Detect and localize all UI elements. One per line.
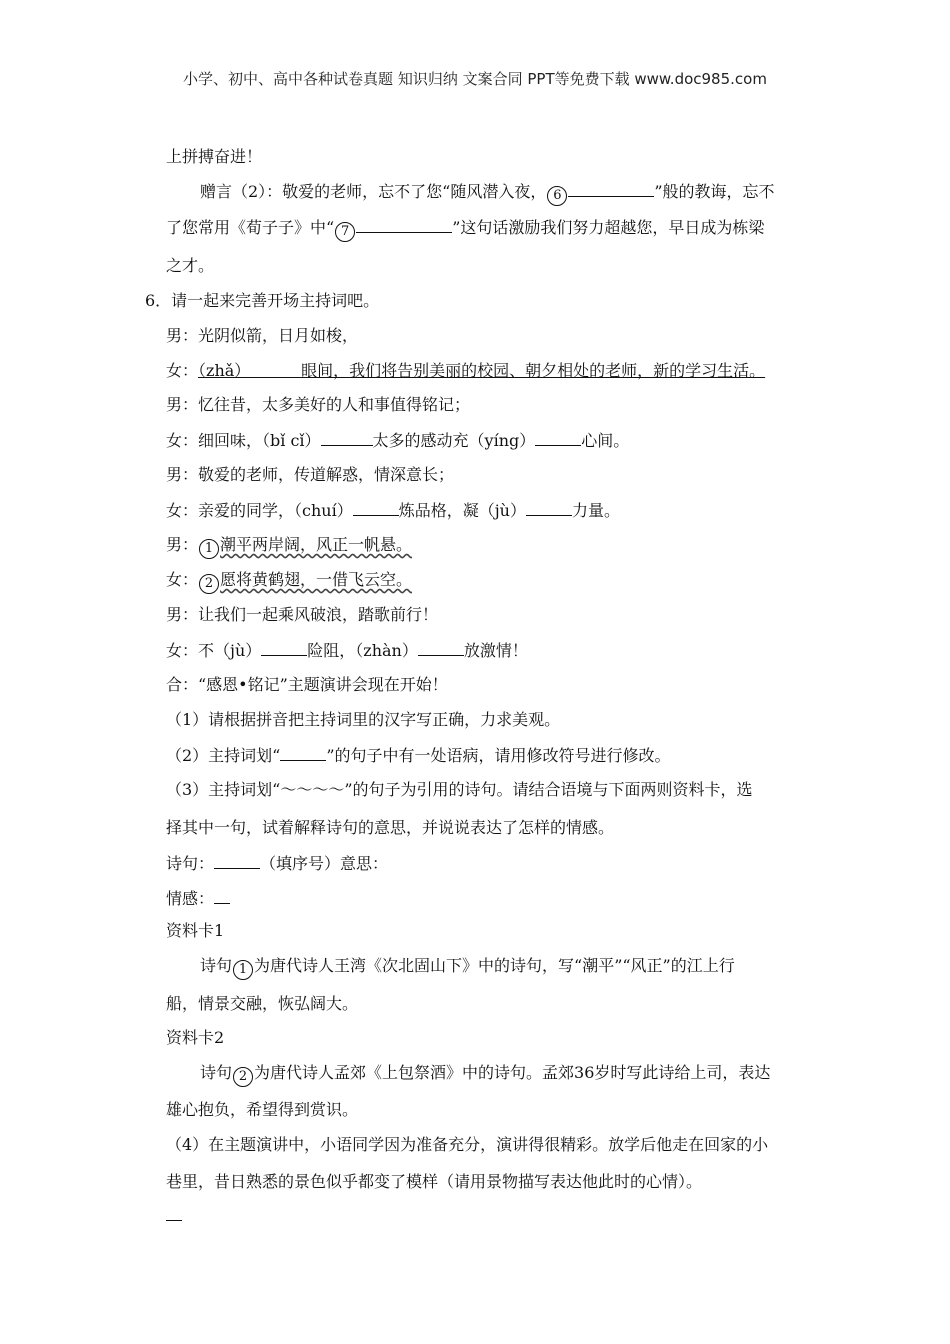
- answer-line: [166, 887, 230, 910]
- text-segment: 诗句：: [166, 854, 215, 873]
- text-segment: 女：细回味，（bǐ cǐ）: [166, 431, 321, 450]
- dialogue-line: 男：忆往昔，太多美好的人和事值得铭记；: [166, 395, 471, 414]
- answer-blank[interactable]: [526, 499, 572, 516]
- answer-blank[interactable]: [214, 887, 230, 904]
- sub-question: 择其中一句，试着解释诗句的意思，并说说表达了怎样的情感。: [166, 818, 615, 837]
- sub-question: （1）请根据拼音把主持词里的汉字写正确，力求美观。: [166, 710, 561, 729]
- text-segment: 女：亲爱的同学，（chuí）: [166, 501, 353, 520]
- dialogue-line: [166, 534, 412, 559]
- answer-blank[interactable]: [214, 852, 260, 869]
- sub-question: （3）主持词划“～～～～”的句子为引用的诗句。请结合语境与下面两则资料卡，选: [166, 780, 753, 799]
- answer-blank[interactable]: [356, 216, 452, 233]
- card-text: 雄心抱负，希望得到赏识。: [166, 1100, 359, 1119]
- text-segment: 了您常用《荀子子》中“: [166, 218, 335, 237]
- card-title: 资料卡2: [166, 1028, 225, 1047]
- dialogue-line: [166, 429, 629, 452]
- text-segment: 为唐代诗人王湾《次北固山下》中的诗句，写“潮平”“风正”的江上行: [254, 956, 735, 975]
- circled-number-6: 6: [547, 186, 567, 206]
- speaker-label: 女：: [166, 570, 199, 589]
- text-line: [200, 180, 775, 206]
- answer-blank[interactable]: [321, 429, 373, 446]
- text-segment: ”般的教诲，忘不: [654, 182, 775, 201]
- dialogue-line: [166, 569, 412, 594]
- text-segment: 诗句: [200, 956, 233, 975]
- text-segment: 赠言（2）：敬爱的老师，忘不了您“随风潜入夜，: [200, 182, 547, 201]
- wavy-underlined-poem: 潮平两岸阔，风正一帆悬。: [220, 535, 413, 554]
- speaker-label: 男：: [166, 535, 199, 554]
- answer-blank[interactable]: [166, 1220, 182, 1221]
- text-line: [166, 216, 764, 242]
- answer-blank[interactable]: [261, 639, 307, 656]
- text-segment: 诗句: [200, 1063, 233, 1082]
- sub-question: （4）在主题演讲中，小语同学因为准备充分，演讲得很精彩。放学后他走在回家的小: [166, 1135, 769, 1154]
- speaker-label: 女：: [166, 361, 199, 380]
- answer-blank[interactable]: [535, 429, 581, 446]
- text-segment: ”这句话激励我们努力超越您，早日成为栋梁: [452, 218, 765, 237]
- dialogue-line: 男：光阴似箭，日月如梭，: [166, 326, 359, 345]
- text-segment: 太多的感动充（yíng）: [372, 431, 536, 450]
- page-header-banner: 小学、初中、高中各种试卷真题 知识归纳 文案合同 PPT等免费下载 www.doc985.com: [183, 70, 767, 88]
- text-segment: 为唐代诗人孟郊《上包祭酒》中的诗句。孟郊36岁时写此诗给上司，表达: [254, 1063, 771, 1082]
- circled-number-1: 1: [233, 960, 253, 980]
- dialogue-line: [166, 360, 765, 382]
- underlined-sentence: （zhǎ） 眼间，我们将告别美丽的校园、朝夕相处的老师，新的学习生活。: [198, 361, 766, 380]
- sub-question: [166, 744, 671, 767]
- dialogue-line: 合：“感恩•铭记”主题演讲会现在开始！: [166, 675, 448, 694]
- card-text: [200, 955, 735, 980]
- answer-blank[interactable]: [418, 639, 464, 656]
- answer-blank[interactable]: [568, 180, 654, 197]
- circled-number-2: 2: [233, 1067, 253, 1087]
- text-segment: 情感：: [166, 889, 215, 908]
- circled-number-7: 7: [335, 222, 355, 242]
- text-line: 之才。: [166, 256, 215, 275]
- circled-number-1: 1: [199, 539, 219, 559]
- wavy-underlined-poem: 愿将黄鹤翅，一借飞云空。: [220, 570, 413, 589]
- card-text: 船，情景交融，恢弘阔大。: [166, 994, 359, 1013]
- dialogue-line: 男：让我们一起乘风破浪，踏歌前行！: [166, 605, 439, 624]
- card-text: [200, 1062, 770, 1087]
- answer-blank[interactable]: [353, 499, 399, 516]
- circled-number-2: 2: [199, 574, 219, 594]
- dialogue-line: [166, 499, 620, 522]
- answer-line: [166, 852, 388, 875]
- text-segment: 心间。: [581, 431, 630, 450]
- sub-question: 巷里，昔日熟悉的景色似乎都变了模样（请用景物描写表达他此时的心情）。: [166, 1172, 703, 1191]
- text-segment: 炼品格，凝（jù）: [398, 501, 526, 520]
- dialogue-line: 男：敬爱的老师，传道解惑，情深意长；: [166, 465, 455, 484]
- text-segment: 女：不（jù）: [166, 641, 262, 660]
- question-number: 6．请一起来完善开场主持词吧。: [145, 291, 380, 310]
- text-segment: （2）主持词划“: [166, 746, 281, 765]
- text-segment: （填序号）意思：: [260, 854, 389, 873]
- dialogue-line: [166, 639, 528, 662]
- text-segment: 放激情！: [463, 641, 528, 660]
- card-title: 资料卡1: [166, 921, 225, 940]
- text-segment: ”的句子中有一处语病，请用修改符号进行修改。: [326, 746, 671, 765]
- underline-marker: [280, 744, 326, 761]
- text-segment: 险阻，（zhàn）: [307, 641, 418, 660]
- text-segment: 力量。: [571, 501, 620, 520]
- text-line: 上拼搏奋进！: [166, 147, 263, 166]
